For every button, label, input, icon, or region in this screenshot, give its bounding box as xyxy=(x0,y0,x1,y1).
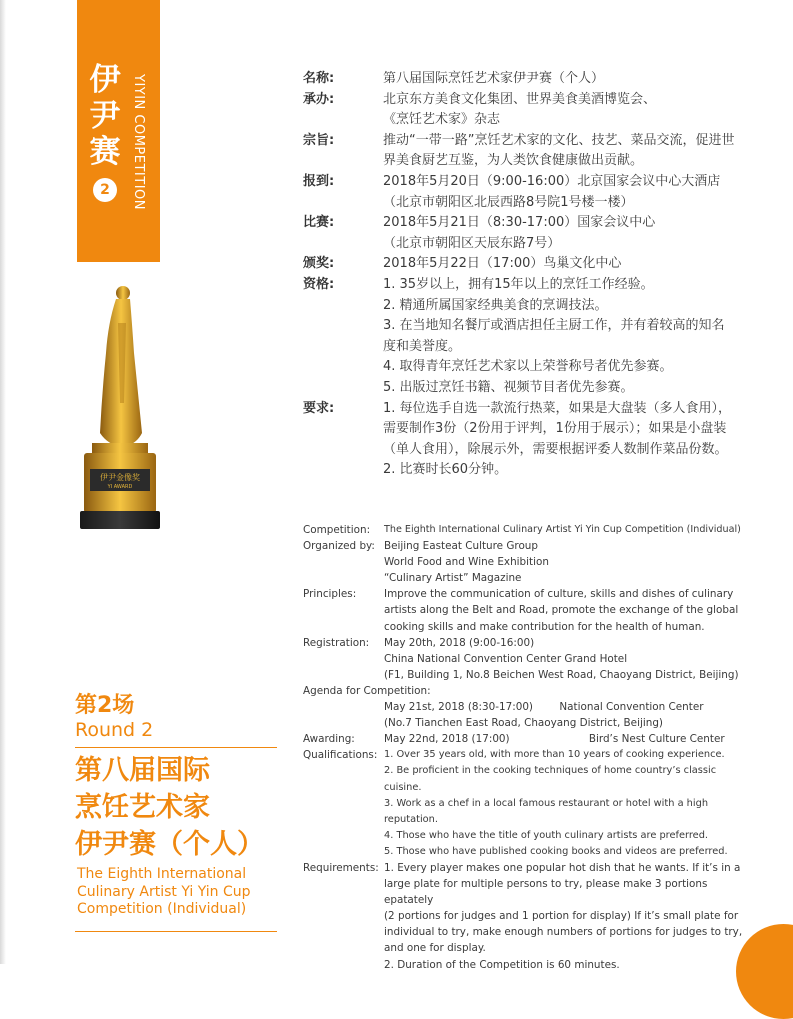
title-en-line: Competition (Individual) xyxy=(77,901,247,917)
tab-number-badge: 2 xyxy=(93,178,117,202)
value-contest-cn: （北京市朝阳区天辰东路7号） xyxy=(383,235,561,251)
corner-decoration xyxy=(736,924,793,1019)
req-item-en: 1. Every player makes one popular hot dish that he wants. If it’s in a xyxy=(384,861,741,874)
req-item-en: and one for display. xyxy=(384,942,486,955)
value-name-cn: 第八届国际烹饪艺术家伊尹赛（个人） xyxy=(383,71,605,86)
competition-title-cn xyxy=(75,752,264,863)
qual-item-en: 5. Those who have published cooking books and videos are preferred. xyxy=(384,845,728,857)
value-awarding-en: May 22nd, 2018 (17:00) Bird’s Nest Culture Center xyxy=(384,733,725,746)
qual-item-cn: 3. 在当地知名餐厅或酒店担任主厨工作，并有着较高的知名 xyxy=(383,318,725,334)
label-req-cn: 要求: xyxy=(303,400,335,416)
qual-item-en: 4. Those who have the title of youth culinary artists are preferred. xyxy=(384,829,709,841)
req-item-cn: （单人食用），除展示外，需要根据评委人数制作菜品份数。 xyxy=(383,441,728,457)
label-report-cn: 报到: xyxy=(303,173,335,189)
value-agenda-en: May 21st, 2018 (8:30-17:00) National Convention Center xyxy=(384,701,704,714)
round-title-en: Round 2 xyxy=(75,719,154,741)
trophy-icon xyxy=(78,283,160,531)
value-report-cn: 2018年5月20日（9:00-16:00）北京国家会议中心大酒店 xyxy=(383,173,721,189)
label-req-en: Requirements: xyxy=(303,861,379,874)
tab-title-en: YIYIN COMPETITION xyxy=(131,74,146,210)
value-org-en: World Food and Wine Exhibition xyxy=(384,556,549,569)
section-tab xyxy=(77,0,160,262)
label-purpose-cn: 宗旨: xyxy=(303,132,335,148)
req-item-en: 2. Duration of the Competition is 60 minutes. xyxy=(384,958,620,971)
trophy-plaque-text: 伊尹金像奖 xyxy=(100,473,140,482)
value-org-cn: 《烹饪艺术家》杂志 xyxy=(383,112,501,128)
label-name-cn: 名称: xyxy=(303,71,335,86)
label-award-cn: 颁奖: xyxy=(303,256,335,272)
title-cn-line: 第八届国际 xyxy=(75,755,210,786)
req-item-en: (2 portions for judges and 1 portion for display) If it’s small plate for xyxy=(384,910,739,923)
title-cn-line: 伊尹赛（个人） xyxy=(75,829,264,860)
label-principles-en: Principles: xyxy=(303,588,357,601)
qual-item-en: 3. Work as a chef in a local famous restaurant or hotel with a high reputation. xyxy=(384,797,709,825)
value-org-en: “Culinary Artist” Magazine xyxy=(384,572,522,585)
competition-title-en xyxy=(77,866,251,919)
value-principles-en: artists along the Belt and Road, promote the exchange of the global xyxy=(384,604,739,617)
title-en-line: The Eighth International xyxy=(77,866,247,882)
req-item-en: large plate for multiple persons to try, please make 3 portions epatately xyxy=(384,878,708,907)
english-details xyxy=(303,522,743,973)
qual-item-en: 1. Over 35 years old, with more than 10 years of cooking experience. xyxy=(384,749,725,761)
qual-item-cn: 4. 取得青年烹饪艺术家以上荣誉称号者优先参赛。 xyxy=(383,359,673,375)
qual-item-cn: 度和美誉度。 xyxy=(383,338,462,354)
label-org-cn: 承办: xyxy=(303,91,335,107)
value-agenda-en: (No.7 Tianchen East Road, Chaoyang District, Beijing) xyxy=(384,717,663,730)
value-purpose-cn: 推动“一带一路”烹饪艺术家的文化、技艺、菜品交流，促进世 xyxy=(383,132,735,148)
trophy-plaque-en: YI AWARD xyxy=(107,484,133,490)
req-item-en: individual to try, make enough numbers of portions for judges to try, xyxy=(384,926,743,939)
value-purpose-cn: 界美食厨艺互鉴，为人类饮食健康做出贡献。 xyxy=(383,153,644,169)
value-reg-en: China National Convention Center Grand Hotel xyxy=(384,652,628,665)
qual-item-en: 2. Be proficient in the cooking techniques of home country’s classic cuisine. xyxy=(384,765,717,793)
value-reg-en: May 20th, 2018 (9:00-16:00) xyxy=(384,636,535,649)
qual-item-cn: 1. 35岁以上，拥有15年以上的烹饪工作经验。 xyxy=(383,276,654,292)
label-awarding-en: Awarding: xyxy=(303,733,355,746)
value-principles-en: cooking skills and make contribution for the health of human. xyxy=(384,620,705,633)
value-contest-cn: 2018年5月21日（8:30-17:00）国家会议中心 xyxy=(383,215,656,231)
page-edge-shadow xyxy=(0,0,6,964)
req-item-cn: 1. 每位选手自选一款流行热菜，如果是大盘装（多人食用）， xyxy=(383,400,732,416)
value-principles-en: Improve the communication of culture, skills and dishes of culinary xyxy=(384,588,734,601)
label-comp-en: Competition: xyxy=(303,524,371,536)
tab-title-cn: 伊尹赛 xyxy=(89,62,121,170)
label-reg-en: Registration: xyxy=(303,636,370,649)
value-reg-en: (F1, Building 1, No.8 Beichen West Road, Chaoyang District, Beijing) xyxy=(384,668,739,681)
round-title-cn: 第2场 xyxy=(75,693,135,718)
label-qual-cn: 资格: xyxy=(303,276,335,292)
title-cn-line: 烹饪艺术家 xyxy=(75,792,210,823)
req-item-cn: 需要制作3份（2份用于评判，1份用于展示）；如果是小盘装 xyxy=(383,421,727,437)
label-agenda-en: Agenda for Competition: xyxy=(303,684,431,697)
qual-item-cn: 2. 精通所属国家经典美食的烹调技法。 xyxy=(383,297,608,313)
title-en-line: Culinary Artist Yi Yin Cup xyxy=(77,883,251,900)
label-org-en: Organized by: xyxy=(303,540,375,553)
value-comp-en: The Eighth International Culinary Artist Yi Yin Cup Competition (Individual) xyxy=(384,524,741,535)
label-contest-cn: 比赛: xyxy=(303,215,335,231)
value-org-en: Beijing Easteat Culture Group xyxy=(384,540,538,553)
qual-item-cn: 5. 出版过烹饪书籍、视频节目者优先参赛。 xyxy=(383,379,634,395)
req-item-cn: 2. 比赛时长60分钟。 xyxy=(383,462,508,478)
value-report-cn: （北京市朝阳区北辰西路8号院1号楼一楼） xyxy=(383,194,634,210)
value-org-cn: 北京东方美食文化集团、世界美食美酒博览会、 xyxy=(383,91,657,107)
label-qual-en: Qualifications: xyxy=(303,749,378,762)
value-award-cn: 2018年5月22日（17:00）鸟巢文化中心 xyxy=(383,256,622,272)
chinese-details xyxy=(303,69,743,481)
divider xyxy=(75,931,277,932)
divider xyxy=(75,747,277,748)
